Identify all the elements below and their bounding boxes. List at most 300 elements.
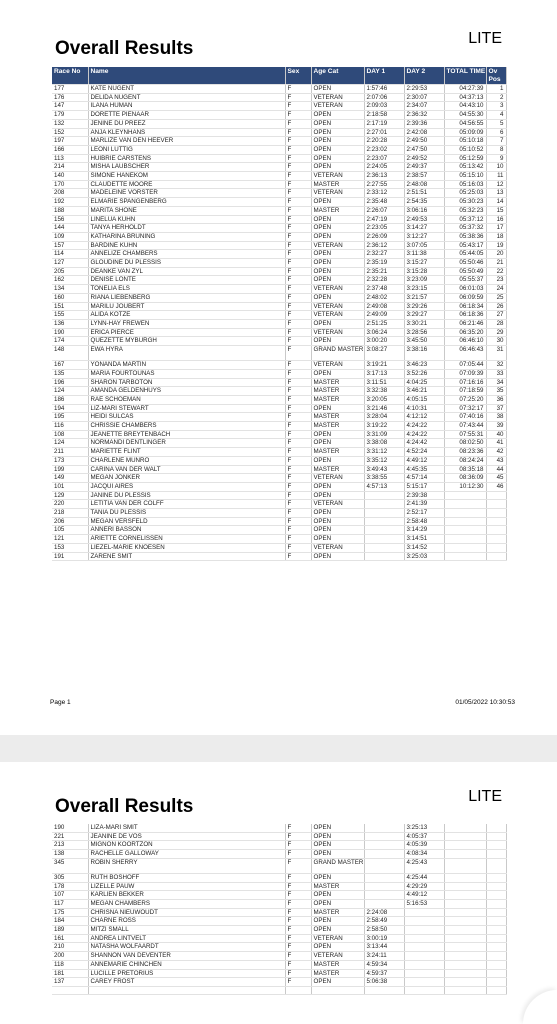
table-cell: F: [285, 369, 311, 378]
table-cell: 08:36:09: [444, 474, 486, 483]
table-cell: [486, 500, 506, 509]
table-row: [52, 439, 506, 448]
table-cell: 2:47:50: [404, 145, 444, 154]
table-cell: 206: [52, 517, 88, 526]
table-cell: 2:49:53: [404, 215, 444, 224]
table-cell: 134: [52, 285, 88, 294]
table-cell: 05:30:23: [444, 198, 486, 207]
table-cell: 08:24:24: [444, 456, 486, 465]
table-cell: 137: [52, 978, 88, 987]
table-cell: 3:11:51: [364, 378, 404, 387]
table-cell: 4: [486, 111, 506, 120]
table-row: [52, 465, 506, 474]
table-cell: [404, 934, 444, 943]
table-row: [52, 908, 506, 917]
table-cell: F: [285, 111, 311, 120]
table-cell: F: [285, 873, 311, 882]
table-cell: 118: [52, 960, 88, 969]
table-cell: 40: [486, 430, 506, 439]
table-cell: [444, 841, 486, 850]
table-cell: 06:46:10: [444, 337, 486, 346]
table-cell: MASTER: [311, 378, 364, 387]
table-cell: 181: [52, 969, 88, 978]
table-cell: F: [285, 387, 311, 396]
table-cell: 05:16:03: [444, 180, 486, 189]
table-cell: 194: [52, 404, 88, 413]
table-cell: 2:34:07: [404, 102, 444, 111]
table-cell: VETERAN: [311, 328, 364, 337]
table-cell: F: [285, 430, 311, 439]
table-cell: 24: [486, 285, 506, 294]
table-cell: MASTER: [311, 395, 364, 404]
table-cell: OPEN: [311, 85, 364, 94]
table-cell: F: [285, 128, 311, 137]
table-cell: OPEN: [311, 926, 364, 935]
table-cell: [486, 873, 506, 882]
table-cell: 175: [52, 908, 88, 917]
table-cell: 3:29:27: [404, 311, 444, 320]
table-cell: [364, 552, 404, 561]
table-cell: F: [285, 456, 311, 465]
table-cell: 177: [52, 85, 88, 94]
table-cell: 151: [52, 302, 88, 311]
table-cell: [444, 882, 486, 891]
table-cell: 05:44:05: [444, 250, 486, 259]
table-cell: 3:06:24: [364, 328, 404, 337]
table-cell: 2:20:28: [364, 137, 404, 146]
table-row: [52, 293, 506, 302]
table-cell: OPEN: [311, 509, 364, 518]
table-cell: 30: [486, 337, 506, 346]
table-cell: 3:14:52: [404, 543, 444, 552]
table-cell: OPEN: [311, 276, 364, 285]
table-row: [52, 526, 506, 535]
table-cell: 2:23:02: [364, 145, 404, 154]
table-cell: 2:35:48: [364, 198, 404, 207]
table-cell: 161: [52, 934, 88, 943]
table-cell: LUCILLE PRETORIUS: [88, 969, 285, 978]
table-cell: 3:12:27: [404, 232, 444, 241]
page-curl: [523, 990, 557, 1024]
table-cell: 3: [486, 102, 506, 111]
table-row: [52, 978, 506, 987]
table-cell: [444, 926, 486, 935]
table-row: [52, 841, 506, 850]
table-row: [52, 137, 506, 146]
table-cell: 127: [52, 259, 88, 268]
table-cell: F: [285, 378, 311, 387]
table-cell: 07:40:16: [444, 413, 486, 422]
table-cell: [486, 526, 506, 535]
table-cell: 2:36:13: [364, 172, 404, 181]
table-cell: 27: [486, 311, 506, 320]
table-cell: [404, 952, 444, 961]
column-header: DAY 2: [404, 67, 444, 85]
table-cell: 41: [486, 439, 506, 448]
table-cell: [444, 899, 486, 908]
table-cell: 2:58:50: [364, 926, 404, 935]
table-cell: LIZA-MARI SMIT: [88, 824, 285, 832]
table-cell: 07:25:20: [444, 395, 486, 404]
table-cell: VETERAN: [311, 500, 364, 509]
table-cell: [364, 891, 404, 900]
table-cell: 3:29:26: [404, 302, 444, 311]
table-cell: 05:37:32: [444, 224, 486, 233]
table-cell: 192: [52, 198, 88, 207]
table-cell: [364, 526, 404, 535]
table-cell: 4:05:15: [404, 395, 444, 404]
table-cell: [486, 535, 506, 544]
table-cell: F: [285, 346, 311, 361]
edition-label: LITE: [468, 30, 502, 47]
table-cell: 4:05:39: [404, 841, 444, 850]
table-cell: 4:59:37: [364, 969, 404, 978]
table-cell: 4:57:13: [364, 482, 404, 491]
table-row: [52, 824, 506, 832]
table-cell: [444, 917, 486, 926]
table-cell: 2:49:37: [404, 163, 444, 172]
table-cell: 4:49:12: [404, 456, 444, 465]
table-cell: SIMONE HANEKOM: [88, 172, 285, 181]
table-cell: 124: [52, 387, 88, 396]
table-cell: 3:30:21: [404, 319, 444, 328]
table-row: [52, 198, 506, 207]
table-cell: 44: [486, 465, 506, 474]
table-row: [52, 952, 506, 961]
table-cell: 05:38:36: [444, 232, 486, 241]
table-cell: VETERAN: [311, 361, 364, 370]
table-row: [52, 285, 506, 294]
table-cell: GRAND MASTER: [311, 346, 364, 361]
table-cell: OPEN: [311, 137, 364, 146]
table-cell: 32: [486, 361, 506, 370]
column-header: Sex: [285, 67, 311, 85]
table-cell: VETERAN: [311, 102, 364, 111]
table-row: [52, 891, 506, 900]
table-cell: 26: [486, 302, 506, 311]
table-cell: MASTER: [311, 448, 364, 457]
table-row: [52, 224, 506, 233]
table-cell: 210: [52, 943, 88, 952]
table-cell: F: [285, 413, 311, 422]
table-row: [52, 93, 506, 102]
table-row: [52, 346, 506, 361]
table-cell: OPEN: [311, 232, 364, 241]
table-cell: [486, 891, 506, 900]
table-cell: 3:45:50: [404, 337, 444, 346]
table-cell: LINELUA KUHN: [88, 215, 285, 224]
table-cell: 4:04:25: [404, 378, 444, 387]
table-cell: 05:15:10: [444, 172, 486, 181]
table-row: [52, 535, 506, 544]
table-cell: [364, 491, 404, 500]
table-cell: MEGAN CHAMBERS: [88, 899, 285, 908]
table-cell: 28: [486, 319, 506, 328]
table-cell: 18: [486, 232, 506, 241]
table-cell: 156: [52, 215, 88, 224]
table-cell: [364, 543, 404, 552]
table-row: [52, 250, 506, 259]
table-cell: MASTER: [311, 422, 364, 431]
table-cell: [444, 960, 486, 969]
table-cell: OPEN: [311, 526, 364, 535]
table-cell: DELIDA NUGENT: [88, 93, 285, 102]
table-cell: F: [285, 422, 311, 431]
table-cell: DEANKE VAN ZYL: [88, 267, 285, 276]
table-cell: OPEN: [311, 850, 364, 859]
table-cell: OPEN: [311, 917, 364, 926]
table-cell: [486, 908, 506, 917]
table-row: [52, 172, 506, 181]
table-cell: 7: [486, 137, 506, 146]
table-cell: 06:18:36: [444, 311, 486, 320]
table-cell: OPEN: [311, 517, 364, 526]
table-row: [52, 387, 506, 396]
table-cell: JACQUI AIRES: [88, 482, 285, 491]
table-row: [52, 448, 506, 457]
table-cell: 10:12:30: [444, 482, 486, 491]
table-cell: 345: [52, 858, 88, 873]
table-cell: 5:16:53: [404, 899, 444, 908]
table-cell: ELMARIE SPANGENBERG: [88, 198, 285, 207]
table-row: [52, 180, 506, 189]
table-cell: VETERAN: [311, 285, 364, 294]
table-row: [52, 474, 506, 483]
table-cell: 113: [52, 154, 88, 163]
table-cell: [364, 986, 404, 994]
table-cell: 2:48:08: [404, 180, 444, 189]
table-cell: F: [285, 509, 311, 518]
table-cell: OPEN: [311, 259, 364, 268]
table-cell: CHARNE ROSS: [88, 917, 285, 926]
table-cell: SHANNON VAN DEVENTER: [88, 952, 285, 961]
column-header: Race No: [52, 67, 88, 85]
table-cell: 2:51:25: [364, 319, 404, 328]
table-cell: 2:58:48: [404, 517, 444, 526]
table-cell: OPEN: [311, 369, 364, 378]
table-cell: 5:15:17: [404, 482, 444, 491]
table-cell: [444, 943, 486, 952]
table-cell: [404, 917, 444, 926]
table-cell: 20: [486, 250, 506, 259]
table-cell: ILANA HUMAN: [88, 102, 285, 111]
table-cell: 05:25:03: [444, 189, 486, 198]
table-cell: 3:14:29: [404, 526, 444, 535]
table-cell: F: [285, 969, 311, 978]
table-cell: 17: [486, 224, 506, 233]
table-cell: F: [285, 960, 311, 969]
table-row: [52, 154, 506, 163]
table-cell: [285, 986, 311, 994]
table-cell: 2:47:19: [364, 215, 404, 224]
table-cell: 04:43:10: [444, 102, 486, 111]
table-cell: 04:55:30: [444, 111, 486, 120]
table-cell: OPEN: [311, 224, 364, 233]
table-cell: 45: [486, 474, 506, 483]
table-cell: [364, 517, 404, 526]
table-cell: OPEN: [311, 267, 364, 276]
table-cell: 2:39:38: [404, 491, 444, 500]
table-cell: F: [285, 215, 311, 224]
table-cell: 05:13:42: [444, 163, 486, 172]
table-cell: 2:36:32: [404, 111, 444, 120]
table-row: [52, 311, 506, 320]
table-cell: 2:26:07: [364, 206, 404, 215]
table-cell: 4:24:42: [404, 439, 444, 448]
table-cell: 305: [52, 873, 88, 882]
table-cell: MEGAN JONKER: [88, 474, 285, 483]
table-row: [52, 943, 506, 952]
table-cell: SHARON TARBOTON: [88, 378, 285, 387]
table-cell: OPEN: [311, 841, 364, 850]
table-cell: 3:25:13: [404, 824, 444, 832]
table-row: [52, 163, 506, 172]
table-cell: MASTER: [311, 465, 364, 474]
table-cell: MASTER: [311, 882, 364, 891]
table-cell: F: [285, 198, 311, 207]
table-cell: 190: [52, 328, 88, 337]
table-cell: F: [285, 552, 311, 561]
table-cell: F: [285, 917, 311, 926]
table-row: [52, 969, 506, 978]
table-cell: OPEN: [311, 873, 364, 882]
table-cell: F: [285, 189, 311, 198]
table-cell: F: [285, 267, 311, 276]
table-cell: LIEZEL-MARIE KNOESEN: [88, 543, 285, 552]
table-cell: 2:30:07: [404, 93, 444, 102]
table-cell: 101: [52, 482, 88, 491]
table-cell: F: [285, 491, 311, 500]
table-cell: [486, 926, 506, 935]
table-cell: F: [285, 180, 311, 189]
table-cell: [486, 986, 506, 994]
table-cell: 12: [486, 180, 506, 189]
table-cell: F: [285, 824, 311, 832]
table-cell: F: [285, 259, 311, 268]
table-cell: F: [285, 832, 311, 841]
table-cell: RACHELLE GALLOWAY: [88, 850, 285, 859]
table-cell: LEONI LUTTIG: [88, 145, 285, 154]
table-cell: 2:24:05: [364, 163, 404, 172]
table-cell: 3:31:09: [364, 430, 404, 439]
table-cell: 2:35:19: [364, 259, 404, 268]
table-cell: 4:25:44: [404, 873, 444, 882]
table-cell: [404, 943, 444, 952]
table-cell: [364, 841, 404, 850]
table-cell: [364, 500, 404, 509]
table-cell: OPEN: [311, 535, 364, 544]
table-cell: 136: [52, 319, 88, 328]
table-cell: OPEN: [311, 978, 364, 987]
table-cell: F: [285, 526, 311, 535]
table-row: [52, 858, 506, 873]
table-cell: 5: [486, 119, 506, 128]
table-cell: F: [285, 241, 311, 250]
page-title: Overall Results: [55, 38, 194, 59]
table-cell: 214: [52, 163, 88, 172]
table-cell: 05:43:17: [444, 241, 486, 250]
table-cell: VETERAN: [311, 543, 364, 552]
table-cell: 3:35:12: [364, 456, 404, 465]
table-cell: 109: [52, 232, 88, 241]
table-cell: OPEN: [311, 552, 364, 561]
table-cell: 173: [52, 456, 88, 465]
table-cell: 3:28:56: [404, 328, 444, 337]
table-cell: 25: [486, 293, 506, 302]
print-timestamp: 01/05/2022 10:30:53: [455, 699, 515, 706]
table-cell: F: [285, 899, 311, 908]
table-cell: 2:07:06: [364, 93, 404, 102]
column-header: Age Cat: [311, 67, 364, 85]
page-number: Page 1: [50, 699, 71, 706]
table-cell: 05:55:37: [444, 276, 486, 285]
table-cell: 08:02:50: [444, 439, 486, 448]
table-row: [52, 276, 506, 285]
table-cell: CARINA VAN DER WALT: [88, 465, 285, 474]
table-cell: F: [285, 293, 311, 302]
table-cell: NATASHA WOLFAARDT: [88, 943, 285, 952]
table-cell: 221: [52, 832, 88, 841]
table-cell: [404, 969, 444, 978]
table-cell: 06:09:59: [444, 293, 486, 302]
table-cell: MISHA LAUBSCHER: [88, 163, 285, 172]
table-cell: CHRISNA NIEUWOUDT: [88, 908, 285, 917]
table-cell: 3:13:44: [364, 943, 404, 952]
table-cell: [444, 952, 486, 961]
table-row: [52, 395, 506, 404]
table-cell: 3:23:15: [404, 285, 444, 294]
table-cell: F: [285, 465, 311, 474]
table-cell: 3:46:23: [404, 361, 444, 370]
table-cell: F: [285, 952, 311, 961]
table-cell: [444, 858, 486, 873]
table-cell: F: [285, 926, 311, 935]
table-cell: 07:16:16: [444, 378, 486, 387]
table-cell: OPEN: [311, 430, 364, 439]
table-cell: 2:54:35: [404, 198, 444, 207]
table-cell: F: [285, 482, 311, 491]
table-row: [52, 328, 506, 337]
table-cell: F: [285, 276, 311, 285]
table-cell: JENINE DU PREEZ: [88, 119, 285, 128]
table-cell: 149: [52, 474, 88, 483]
table-cell: [444, 978, 486, 987]
table-cell: KATE NUGENT: [88, 85, 285, 94]
table-cell: HEIDI SULCAS: [88, 413, 285, 422]
table-cell: [486, 517, 506, 526]
table-row: [52, 369, 506, 378]
table-cell: KARLIEN BEKKER: [88, 891, 285, 900]
table-cell: 3:32:38: [364, 387, 404, 396]
table-cell: 2:42:08: [404, 128, 444, 137]
table-cell: 4:12:12: [404, 413, 444, 422]
table-cell: 3:00:20: [364, 337, 404, 346]
table-cell: [404, 978, 444, 987]
table-cell: OPEN: [311, 250, 364, 259]
table-cell: MARIA FOURTOUNAS: [88, 369, 285, 378]
table-cell: 107: [52, 891, 88, 900]
table-cell: 3:49:43: [364, 465, 404, 474]
table-cell: 8: [486, 145, 506, 154]
table-cell: 3:21:57: [404, 293, 444, 302]
table-cell: 6: [486, 128, 506, 137]
table-cell: [486, 552, 506, 561]
table-row: [52, 934, 506, 943]
table-cell: [444, 832, 486, 841]
table-cell: ANNERI BASSON: [88, 526, 285, 535]
table-cell: [486, 943, 506, 952]
table-row: [52, 267, 506, 276]
